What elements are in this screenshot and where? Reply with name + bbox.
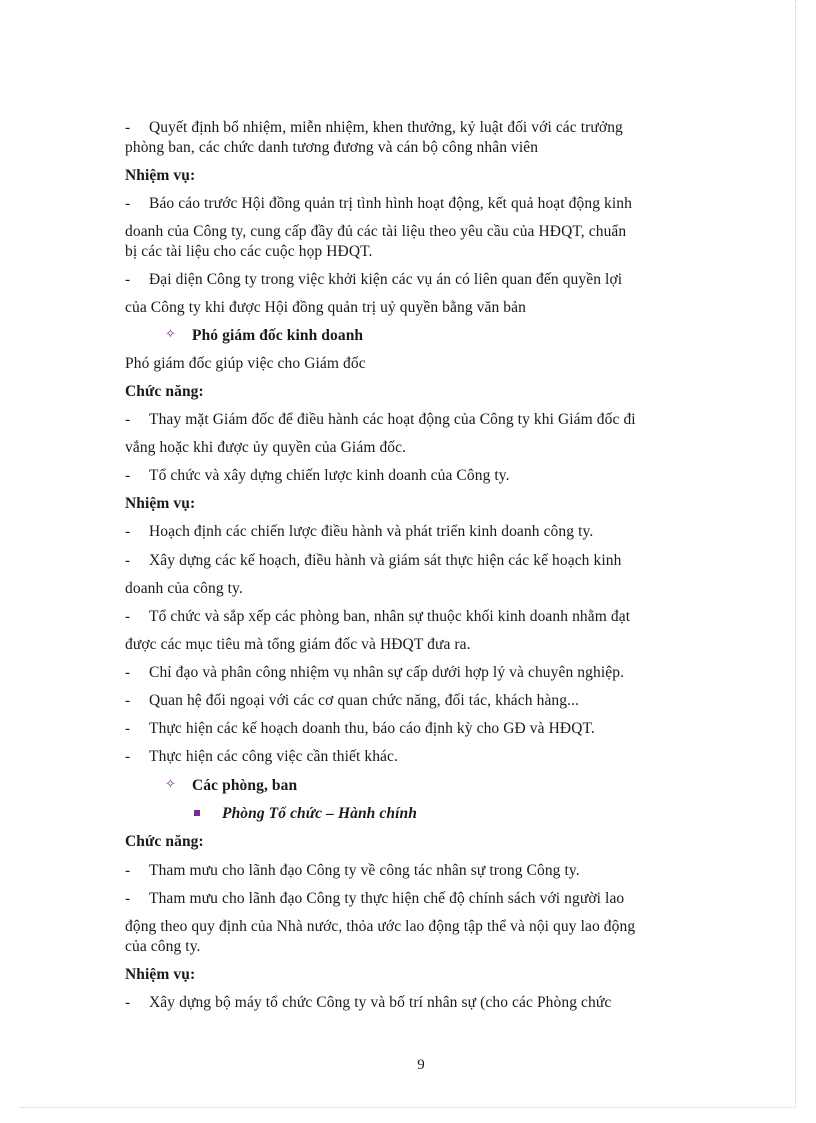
- text-line: vắng hoặc khi được ủy quyền của Giám đốc.: [125, 439, 407, 456]
- text-line: - Tham mưu cho lãnh đạo Công ty thực hiện chế độ chính sách với người lao: [125, 890, 625, 907]
- text-line: - Đại diện Công ty trong việc khởi kiện các vụ án có liên quan đến quyền lợi: [125, 271, 623, 288]
- page-border-bottom: [20, 1107, 796, 1108]
- subsection-heading: Các phòng, ban: [192, 777, 298, 794]
- text-line: - Hoạch định các chiến lược điều hành và phát triển kinh doanh công ty.: [125, 523, 594, 540]
- text-line: - Thực hiện các công việc cần thiết khác.: [125, 748, 398, 765]
- text-line: - Báo cáo trước Hội đồng quản trị tình hình hoạt động, kết quả hoạt động kinh: [125, 195, 632, 212]
- text-line: của công ty.: [125, 938, 201, 955]
- subsubsection-heading: Phòng Tổ chức – Hành chính: [222, 805, 417, 822]
- text-line: - Xây dựng các kế hoạch, điều hành và giám sát thực hiện các kế hoạch kinh: [125, 552, 622, 569]
- text-line: doanh của Công ty, cung cấp đầy đủ các tài liệu theo yêu cầu của HĐQT, chuẩn: [125, 223, 627, 240]
- section-heading: Chức năng:: [125, 383, 204, 400]
- section-heading: Chức năng:: [125, 833, 204, 850]
- text-line: - Thay mặt Giám đốc để điều hành các hoạt động của Công ty khi Giám đốc đi: [125, 411, 636, 428]
- text-line: - Xây dựng bộ máy tổ chức Công ty và bố trí nhân sự (cho các Phòng chức: [125, 994, 612, 1011]
- text-line: động theo quy định của Nhà nước, thỏa ước lao động tập thể và nội quy lao động: [125, 918, 636, 935]
- text-line: Phó giám đốc giúp việc cho Giám đốc: [125, 355, 366, 372]
- text-line: bị các tài liệu cho các cuộc họp HĐQT.: [125, 243, 373, 260]
- text-line: phòng ban, các chức danh tương đương và cán bộ công nhân viên: [125, 139, 539, 156]
- text-line: - Thực hiện các kế hoạch doanh thu, báo cáo định kỳ cho GĐ và HĐQT.: [125, 720, 595, 737]
- section-heading: Nhiệm vụ:: [125, 167, 196, 184]
- text-line: - Chỉ đạo và phân công nhiệm vụ nhân sự cấp dưới hợp lý và chuyên nghiệp.: [125, 664, 625, 681]
- square-bullet-icon: [194, 810, 200, 816]
- section-heading: Nhiệm vụ:: [125, 966, 196, 983]
- text-line: của Công ty khi được Hội đồng quản trị uỷ quyền bằng văn bản: [125, 299, 526, 316]
- text-line: - Quyết định bổ nhiệm, miễn nhiệm, khen thưởng, kỷ luật đối với các trưởng: [125, 119, 623, 136]
- page-number: 9: [417, 1057, 425, 1073]
- text-line: doanh của công ty.: [125, 580, 243, 597]
- section-heading: Nhiệm vụ:: [125, 495, 196, 512]
- subsection-heading: Phó giám đốc kinh doanh: [192, 327, 364, 344]
- text-line: - Tham mưu cho lãnh đạo Công ty về công tác nhân sự trong Công ty.: [125, 862, 580, 879]
- diamond-bullet-icon: ✧: [165, 326, 176, 341]
- text-line: - Tổ chức và xây dựng chiến lược kinh doanh của Công ty.: [125, 467, 510, 484]
- page-border-right: [795, 0, 796, 1108]
- text-line: - Tổ chức và sắp xếp các phòng ban, nhân sự thuộc khối kinh doanh nhằm đạt: [125, 608, 631, 625]
- diamond-bullet-icon: ✧: [165, 776, 176, 791]
- text-line: - Quan hệ đối ngoại với các cơ quan chức năng, đối tác, khách hàng...: [125, 692, 580, 709]
- text-line: được các mục tiêu mà tổng giám đốc và HĐQT đưa ra.: [125, 636, 471, 653]
